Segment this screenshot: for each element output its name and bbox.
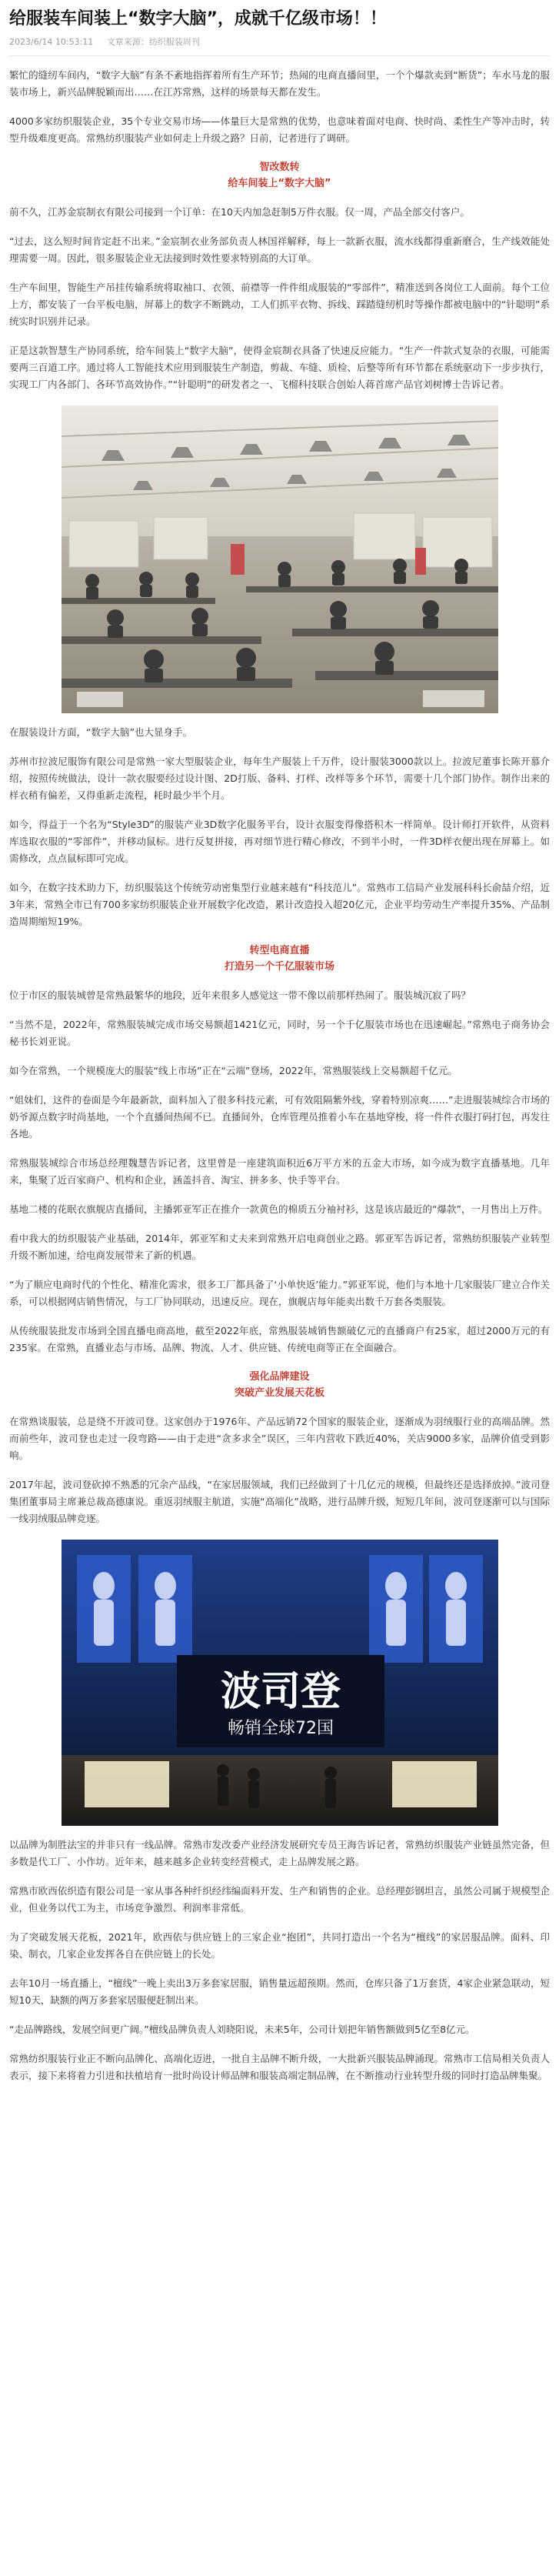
paragraph: “过去，这么短时间肯定赶不出来。”金宸制衣业务部负责人林国祥解释，每上一款新衣服，流水线都得重新磨合，生产线效能处理需要一周。因此，很多服装企业无法接到时效性要求特别高的大订单。 bbox=[9, 235, 550, 264]
paragraph: “为了顺应电商时代的个性化、精准化需求，很多工厂都具备了‘小单快返’能力。”郭亚军说，他们与本地十几家服装厂建立合作关系，可以根据网店销售情况，与工厂协同联动，迅速反应。现在，旗舰店每年能卖出数千万套各类服装。 bbox=[9, 1279, 550, 1307]
article-title: 给服装车间装上“数字大脑”，成就千亿级市场！！ bbox=[9, 9, 387, 28]
garment-factory-workshop-photo bbox=[62, 405, 498, 713]
paragraph: 位于市区的服装城曾是常熟最繁华的地段，近年来很多人感觉这一带不像以前那样热闹了。服装城沉寂了吗？ bbox=[9, 989, 471, 1001]
paragraph: 常熟纺织服装行业正不断向品牌化、高端化迈进，一批自主品牌不断升级，一大批新兴服装品牌涌现。常熟市工信局相关负责人表示，接下来将着力引进和扶植培育一批时尚设计师品牌和服装高端定制品牌，在不断推动行业转型升级的同时打造品牌集聚。 bbox=[9, 2053, 550, 2081]
publish-datetime: 2023/6/14 10:53:11 bbox=[9, 37, 94, 47]
paragraph: 常熟服装城综合市场总经理魏慧告诉记者，这里曾是一座建筑面积近6万平方米的五金大市场，如今成为数字直播基地。几年来，集聚了近百家商户、机构和企业，涵盖抖音、淘宝、拼多多、快手等平台。 bbox=[9, 1157, 550, 1186]
paragraph: 常熟市欧西依织造有限公司是一家从事各种纤织经纬编面料开发、生产和销售的企业。总经理彭钢坦言，虽然公司属于规模型企业，但业务以代工为主，市场竞争激烈、利润率非常低。 bbox=[9, 1885, 550, 1914]
paragraph: 去年10月一场直播上，“檀线”一晚上卖出3万多套家居服，销售量远超预期。然而，仓库只备了1万套货，4家企业紧急联动，短短10天，缺额的两万多套家居服便赶制出来。 bbox=[9, 1977, 550, 2006]
section-heading-line-2: 突破产业发展天花板 bbox=[234, 1387, 324, 1399]
paragraph: 苏州市拉波尼服饰有限公司是常熟一家大型服装企业，每年生产服装上千万件，设计服装3000款以上。拉波尼董事长陈开慕介绍，按照传统做法，设计一款衣服要经过设计图、2D打版、备料、打样、改样等多个环节，需要十几个部门协作。制作出来的样衣稍有偏差，又得重新走流程，耗时最少半个月。 bbox=[9, 756, 550, 801]
source-label: 文章来源： bbox=[106, 37, 149, 47]
paragraph: “走品牌路线，发展空间更广阔。”檀线品牌负责人刘晓阳说，未来5年，公司计划把年销售额做到5亿至8亿元。 bbox=[9, 2024, 475, 2035]
store-sign-subtext: 畅销全球72国 bbox=[227, 1719, 334, 1738]
section-heading bbox=[9, 943, 550, 975]
paragraph: 4000多家纺织服装企业，35个专业交易市场——体量巨大是常熟的优势，也意味着面对电商、快时尚、柔性生产等冲击时，转型升级难度更高。常熟纺织服装产业如何走上升级之路？日前，记者进行了调研。 bbox=[9, 115, 550, 144]
paragraph: 从传统服装批发市场到全国直播电商高地，截至2022年底，常熟服装城销售额破亿元的直播商户有25家，超过2000万元的有235家。在常熟，直播业态与市场、品牌、物流、人才、供应链、传统电商等正在全面融合。 bbox=[9, 1325, 550, 1353]
section-heading-line-1: 强化品牌建设 bbox=[249, 1371, 310, 1383]
source-info bbox=[107, 37, 200, 47]
paragraph: “姐妹们，这件的卷面是今年最新款，面料加入了很多科技元素，可有效阻隔紫外线，穿着特别凉爽……”走进服装城综合市场的奶爷源点数字时尚基地，一个个直播间热闹不已。直播间外，仓库管理员推着小车在基地穿梭，将一件件衣服打码打包，再发往各地。 bbox=[9, 1094, 550, 1140]
section-intro bbox=[9, 67, 550, 147]
section-live-commerce bbox=[9, 943, 550, 1356]
section-heading-line-2: 打造另一个千亿服装市场 bbox=[224, 961, 334, 973]
store-sign-text: 波司登 bbox=[220, 1669, 341, 1715]
paragraph: 在常熟谈服装，总是绕不开波司登。这家创办于1976年、产品远销72个国家的服装企业，逐渐成为羽绒服行业的高端品牌。然而前些年，波司登也走过一段弯路——由于走进“贪多求全”误区，三年内营收下跌近40%，关店9000多家，品牌价值受到影响。 bbox=[9, 1416, 550, 1461]
paragraph: 生产车间里，智能生产吊挂传输系统将取袖口、衣领、前襟等一件件组成服装的“零部件”，精准送到各岗位工人面前。每个工位上方，都安装了一台平板电脑，屏幕上的数字不断跳动，工人们抓平衣物、拆线、踩踏缝纫机时等操作都被电脑中的“针聪明”系统实时识别并记录。 bbox=[9, 282, 550, 327]
paragraph: 基地二楼的花眠衣旗舰店直播间，主播郭亚军正在推介一款黄色的棉质五分袖衬衫，这是该店最近的“爆款”，一月售出上万件。 bbox=[9, 1203, 548, 1215]
article-meta bbox=[9, 35, 550, 56]
paragraph: 为了突破发展天花板，2021年，欧西依与供应链上的三家企业“抱团”，共同打造出一个名为“檀线”的家居服品牌。面料、印染、制衣，几家企业发挥各自在供应链上的长处。 bbox=[9, 1931, 550, 1960]
paragraph: 在服装设计方面，“数字大脑”也大显身手。 bbox=[9, 726, 192, 738]
paragraph: 前不久，江苏金宸制衣有限公司接到一个订单：在10天内加急赶制5万件衣服。仅一周，产品全部交付客户。 bbox=[9, 206, 470, 218]
paragraph: 2017年起，波司登砍掉不熟悉的冗余产品线，“在家居服领域，我们已经做到了十几亿元的规模，但最终还是选择放掉。”波司登集团董事局主席兼总裁高德康说。重返羽绒服主航道，实施“高端化”战略，进行品牌升级，短短几年间，波司登逐渐可以与国际一线羽绒服品牌竞逐。 bbox=[9, 1479, 550, 1524]
paragraph: 如今，得益于一个名为“Style3D”的服装产业3D数字化服务平台，设计衣服变得像搭积木一样简单。设计师打开软件，从资料库选取衣服的“零部件”，并移动鼠标。进行反复拼接，再对细节进行精心修改，不到半小时，一件3D样衣便出现在屏幕上。如需修改，点点鼠标即可完成。 bbox=[9, 819, 550, 864]
section-brand-building bbox=[9, 1369, 550, 1527]
section-heading-line-1: 智改数转 bbox=[259, 162, 300, 173]
section-smart-design bbox=[9, 724, 550, 930]
section-heading-line-2: 给车间装上“数字大脑” bbox=[228, 178, 331, 189]
section-smart-manufacturing bbox=[9, 159, 550, 393]
factory-illustration bbox=[62, 405, 498, 713]
factory-figure bbox=[9, 405, 550, 713]
paragraph: 如今在常熟，一个规模庞大的服装“线上市场”正在“云端”登场，2022年，常熟服装线上交易额超千亿元。 bbox=[9, 1065, 458, 1076]
paragraph: 如今，在数字技术助力下，纺织服装这个传统劳动密集型行业越来越有“科技范儿”。常熟市工信局产业发展科科长俞喆介绍，近3年来，常熟全市已有700多家纺织服装企业开展数字化改造，累计改造投入超20亿元，企业平均劳动生产率提升35%、产品制造周期缩短19%。 bbox=[9, 882, 550, 927]
store-illustration bbox=[62, 1540, 498, 1826]
paragraph: 以品牌为制胜法宝的并非只有一线品牌。常熟市发改委产业经济发展研究专员王海告诉记者，常熟纺织服装产业链虽然完备，但多数是代工厂、小作坊。近年来，越来越多企业转变经营模式，走上品牌发展之路。 bbox=[9, 1839, 550, 1867]
paragraph: “当然不是，2022年，常熟服装城完成市场交易额超1421亿元，同时，另一个千亿服装市场也在迅速崛起。”常熟电子商务协会秘书长刘亚说。 bbox=[9, 1019, 550, 1047]
source-link[interactable]: 纺织服装周刊 bbox=[148, 37, 200, 47]
section-brand-upgrade bbox=[9, 1837, 550, 2084]
section-heading-line-1: 转型电商直播 bbox=[249, 945, 310, 956]
section-heading bbox=[9, 1369, 550, 1401]
paragraph: 看中我大的纺织服装产业基础，2014年，郭亚军和丈夫来到常熟开启电商创业之路。郭亚军告诉记者，常熟纺织服装产业转型升级不断加速，给电商发展带来了新的机遇。 bbox=[9, 1233, 550, 1261]
paragraph: 正是这款智慧生产协同系统，给车间装上“数字大脑”，使得金宸制衣具备了快速反应能力。“生产一件款式复杂的衣服，可能需要两三百道工序。通过将人工智能技术应用到服装生产制造，剪裁、车缝、质检、后整等所有环节都在系统驱动下一步步执行，实现工厂内各部门、各环节高效协作。”“针聪明”的研发者之一、飞榴科技联合创始人蒋首席产品官刘树博士告诉记者。 bbox=[9, 345, 550, 390]
store-figure bbox=[9, 1540, 550, 1826]
bosideng-store-photo bbox=[62, 1540, 498, 1826]
paragraph: 繁忙的缝纫车间内，“数字大脑”有条不紊地指挥着所有生产环节；热闹的电商直播间里，一个个爆款卖到“断货”；车水马龙的服装市场上，新兴品牌脱颖而出……在江苏常熟，这样的场景每天都在发生。 bbox=[9, 69, 550, 98]
section-heading bbox=[9, 159, 550, 192]
